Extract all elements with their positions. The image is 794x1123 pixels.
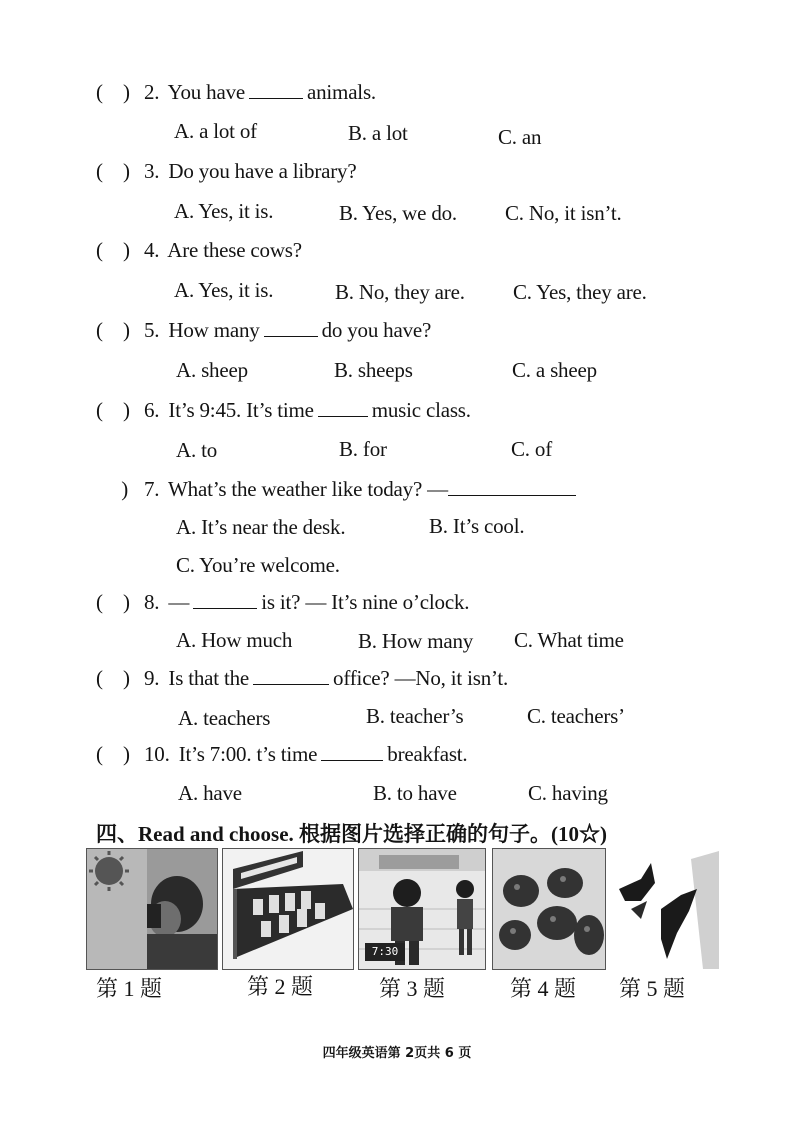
answer-blank[interactable] bbox=[321, 742, 383, 761]
section-title-cn: 根据图片选择正确的句子。(10☆) bbox=[299, 822, 608, 846]
question-5 bbox=[96, 318, 431, 343]
question-text: It’s 7:00. t’s time bbox=[178, 742, 318, 766]
question-text-end: breakfast. bbox=[387, 742, 468, 766]
answer-bracket[interactable]: ( ) bbox=[96, 590, 130, 614]
question-text: It’s 9:45. It’s time bbox=[168, 398, 314, 422]
caption-4: 第 4 题 bbox=[510, 976, 577, 1001]
option-a[interactable]: A. to bbox=[176, 438, 218, 462]
answer-blank[interactable] bbox=[318, 398, 368, 417]
question-number: 9. bbox=[144, 666, 160, 690]
caption-3: 第 3 题 bbox=[379, 976, 446, 1001]
option-c[interactable]: C. No, it isn’t. bbox=[505, 201, 622, 225]
picture-4 bbox=[492, 848, 606, 970]
question-text: Do you have a library? bbox=[168, 159, 357, 183]
section-heading bbox=[96, 818, 607, 848]
question-number: 8. bbox=[144, 590, 160, 614]
clock-display: 7:30 bbox=[365, 943, 405, 961]
question-text: What’s the weather like today? — bbox=[168, 477, 448, 501]
option-b[interactable]: B. for bbox=[339, 437, 387, 461]
picture-5 bbox=[610, 848, 720, 970]
question-2 bbox=[96, 80, 376, 105]
question-text: Is that the bbox=[168, 666, 250, 690]
option-c[interactable]: C. an bbox=[498, 125, 542, 149]
page-footer: 四年级英语第 2页共 6 页 bbox=[322, 1046, 472, 1061]
question-number: 6. bbox=[144, 398, 160, 422]
question-number: 5. bbox=[144, 318, 160, 342]
option-b[interactable]: B. a lot bbox=[348, 121, 408, 145]
option-a[interactable]: A. have bbox=[178, 781, 242, 805]
option-c[interactable]: C. having bbox=[528, 781, 608, 805]
option-b[interactable]: B. to have bbox=[373, 781, 457, 805]
question-number: 7. bbox=[144, 477, 160, 501]
answer-bracket[interactable]: ) bbox=[121, 477, 129, 501]
answer-bracket[interactable]: ( ) bbox=[96, 80, 130, 104]
answer-bracket[interactable]: ( ) bbox=[96, 238, 130, 262]
question-text: — bbox=[168, 590, 190, 614]
question-text-end: office? —No, it isn’t. bbox=[333, 666, 509, 690]
option-c[interactable]: C. Yes, they are. bbox=[513, 280, 647, 304]
question-text: How many bbox=[168, 318, 260, 342]
caption-2: 第 2 题 bbox=[247, 974, 314, 999]
option-a[interactable]: A. Yes, it is. bbox=[174, 278, 274, 302]
option-a[interactable]: A. teachers bbox=[178, 706, 271, 730]
option-b[interactable]: B. teacher’s bbox=[366, 704, 464, 728]
question-text: You have bbox=[167, 80, 245, 104]
option-c[interactable]: C. a sheep bbox=[512, 358, 597, 382]
question-number: 4. bbox=[144, 238, 160, 262]
question-number: 2. bbox=[144, 80, 160, 104]
option-c[interactable]: C. What time bbox=[514, 628, 624, 652]
answer-blank[interactable] bbox=[448, 477, 576, 496]
answer-bracket[interactable]: ( ) bbox=[96, 666, 130, 690]
question-6 bbox=[96, 398, 471, 423]
option-b[interactable]: B. Yes, we do. bbox=[339, 201, 457, 225]
option-a[interactable]: A. Yes, it is. bbox=[174, 199, 274, 223]
option-a[interactable]: A. How much bbox=[176, 628, 293, 652]
question-9 bbox=[96, 666, 508, 691]
question-number: 10. bbox=[144, 742, 170, 766]
answer-bracket[interactable]: ( ) bbox=[96, 742, 130, 766]
answer-bracket[interactable]: ( ) bbox=[96, 398, 130, 422]
picture-3 bbox=[358, 848, 486, 970]
section-prefix: 四、 bbox=[96, 822, 138, 846]
option-b[interactable]: B. It’s cool. bbox=[429, 514, 525, 538]
question-text-end: animals. bbox=[307, 80, 376, 104]
sun-icon bbox=[89, 851, 129, 891]
question-10 bbox=[96, 742, 467, 767]
option-b[interactable]: B. sheeps bbox=[334, 358, 413, 382]
option-b[interactable]: B. How many bbox=[358, 629, 474, 653]
answer-blank[interactable] bbox=[249, 80, 303, 99]
option-c[interactable]: C. teachers’ bbox=[527, 704, 625, 728]
answer-blank[interactable] bbox=[193, 590, 257, 609]
option-a[interactable]: A. sheep bbox=[176, 358, 248, 382]
answer-bracket[interactable]: ( ) bbox=[96, 318, 130, 342]
section-title-en: Read and choose. bbox=[138, 822, 294, 846]
caption-1: 第 1 题 bbox=[96, 976, 163, 1001]
answer-blank[interactable] bbox=[253, 666, 329, 685]
picture-2 bbox=[222, 848, 354, 970]
option-c[interactable]: C. of bbox=[511, 437, 553, 461]
caption-5: 第 5 题 bbox=[619, 976, 686, 1001]
question-7 bbox=[96, 477, 580, 502]
question-number: 3. bbox=[144, 159, 160, 183]
option-c[interactable]: C. You’re welcome. bbox=[176, 553, 340, 577]
question-text-end: music class. bbox=[371, 398, 471, 422]
question-text: Are these cows? bbox=[167, 238, 302, 262]
question-3 bbox=[96, 159, 356, 184]
picture-1 bbox=[86, 848, 218, 970]
answer-blank[interactable] bbox=[264, 318, 318, 337]
option-b[interactable]: B. No, they are. bbox=[335, 280, 465, 304]
question-4 bbox=[96, 238, 302, 263]
option-a[interactable]: A. a lot of bbox=[174, 119, 257, 143]
question-text-end: do you have? bbox=[321, 318, 432, 342]
answer-bracket[interactable]: ( ) bbox=[96, 159, 130, 183]
question-text-end: is it? — It’s nine o’clock. bbox=[261, 590, 470, 614]
option-a[interactable]: A. It’s near the desk. bbox=[176, 515, 346, 539]
question-8 bbox=[96, 590, 469, 615]
